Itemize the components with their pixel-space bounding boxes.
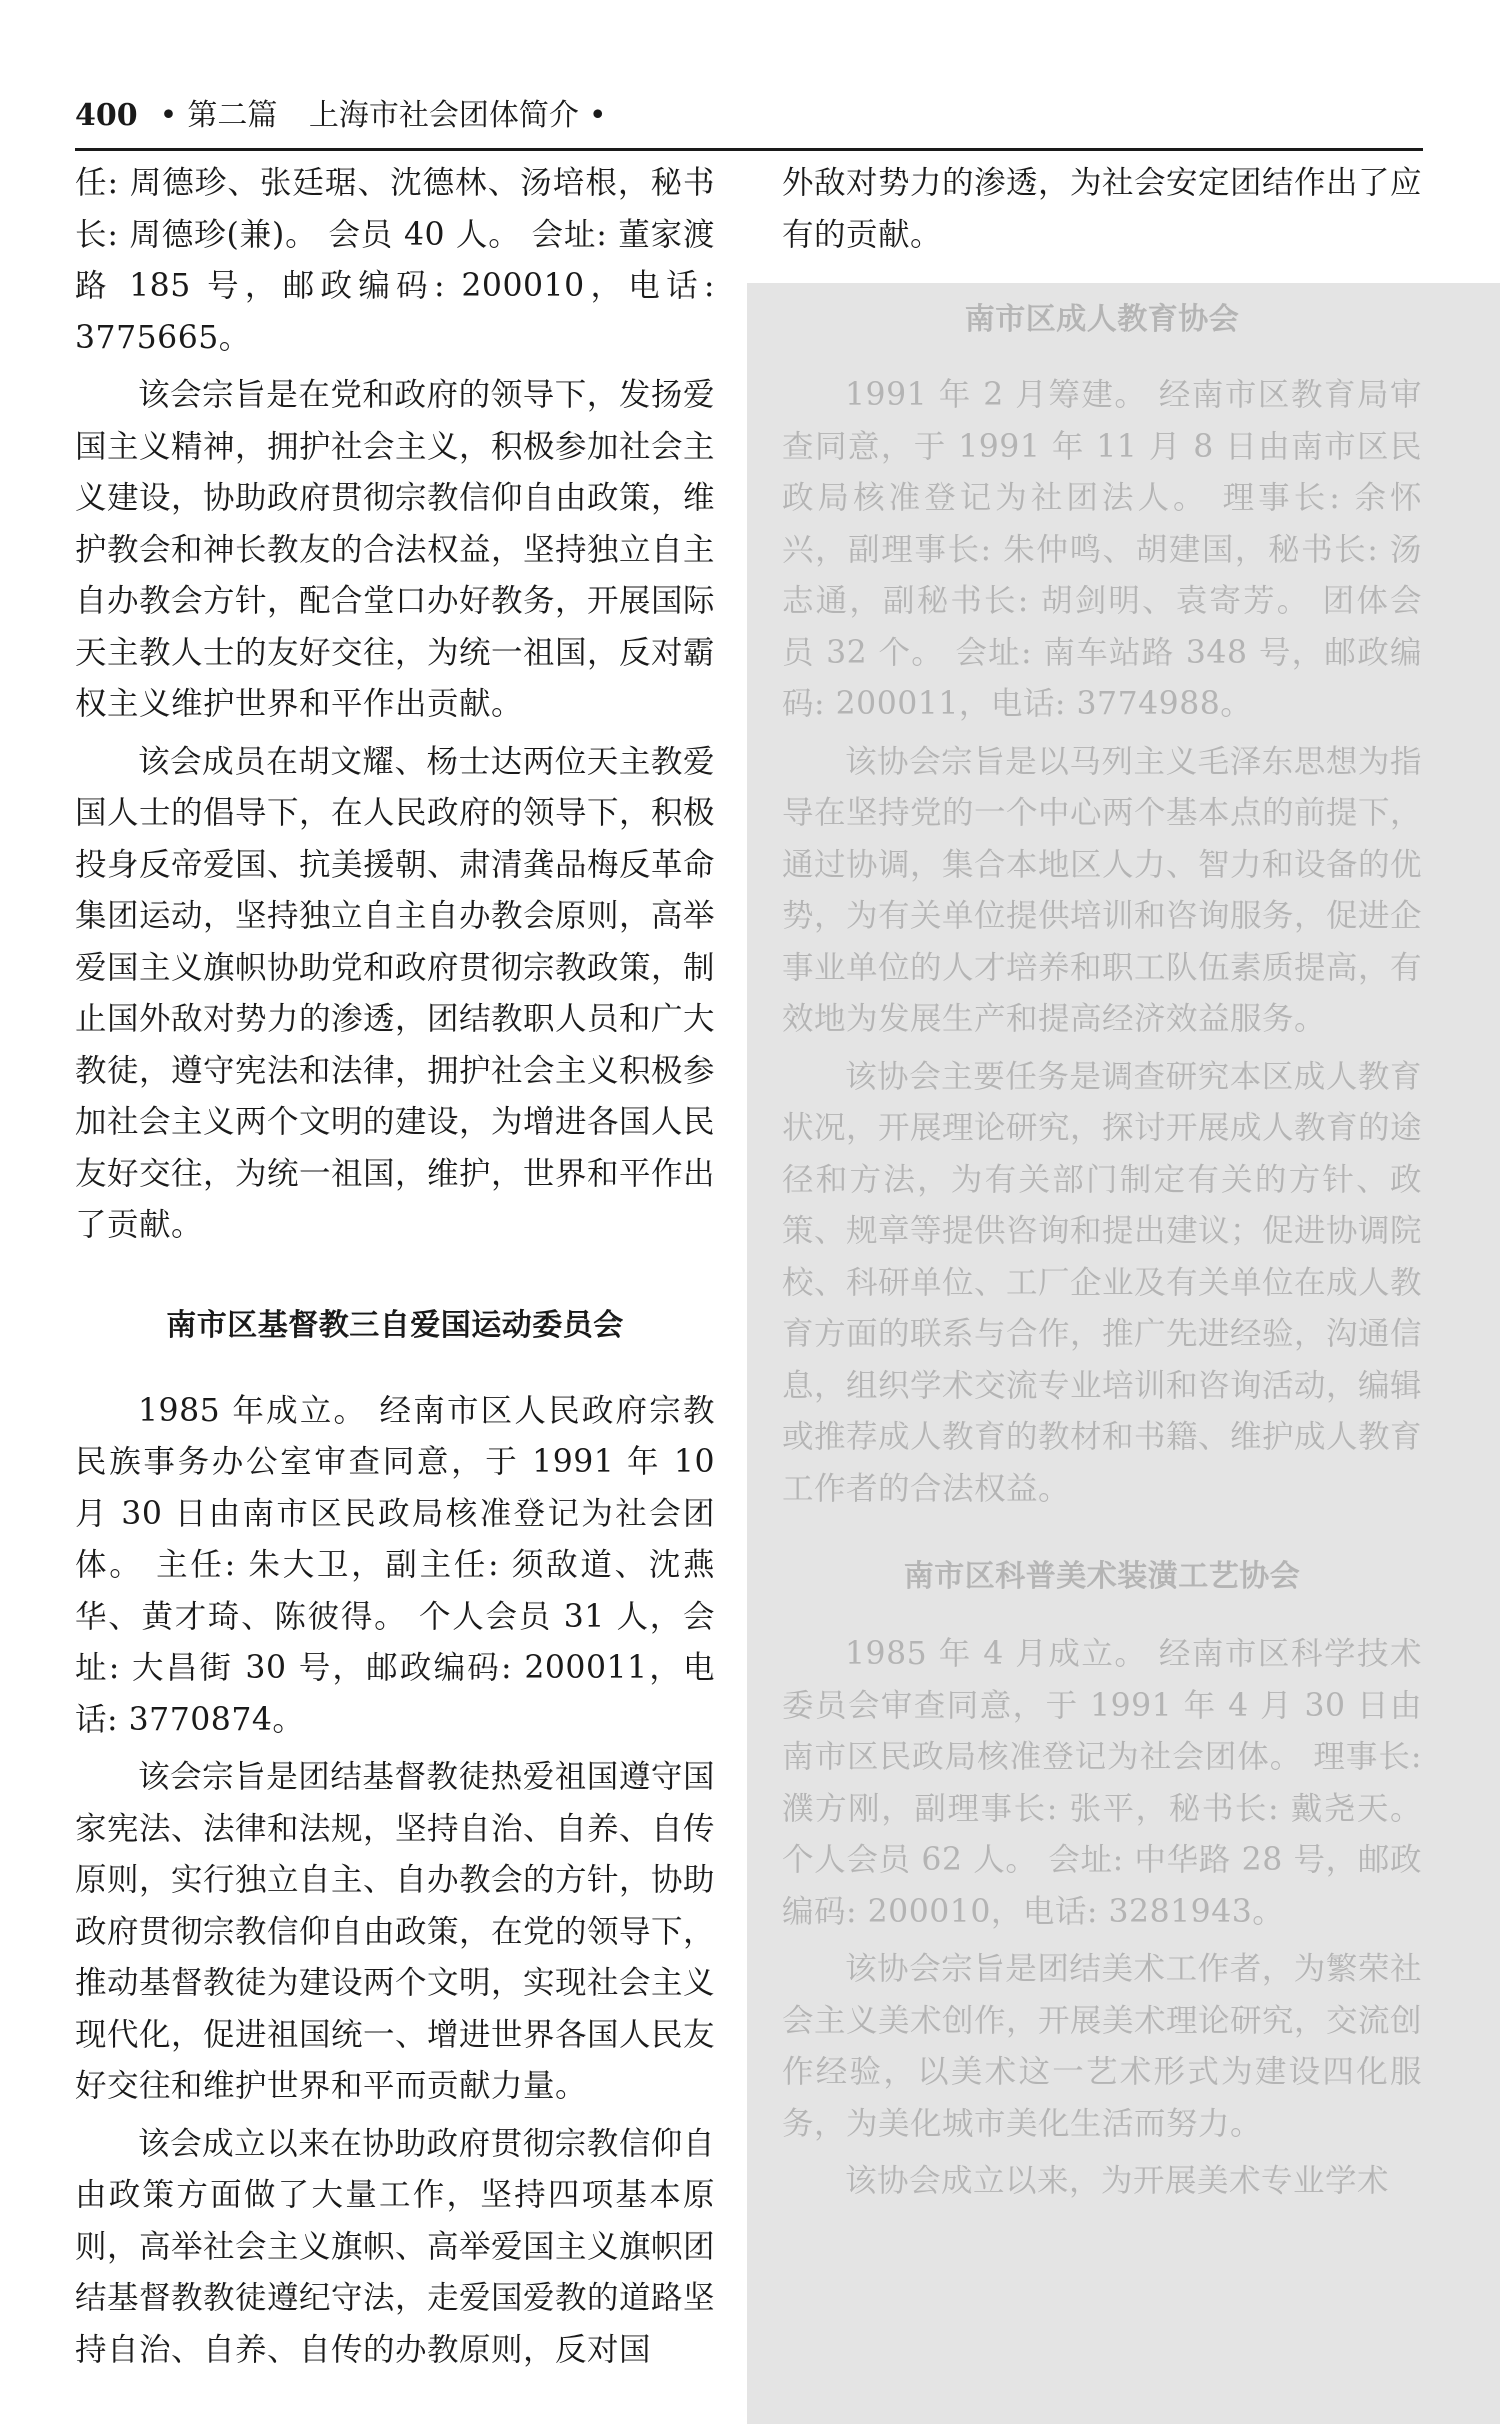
continuation-paragraph: 外敌对势力的渗透，为社会安定团结作出了应有的贡献。 bbox=[782, 165, 1423, 253]
catholic-association-officers: 任: 周德珍、张廷琚、沈德林、汤培根，秘书长: 周德珍(兼)。 会员 40 人。 会址: 董家渡路 185 号，邮政编码: 200010，电话: 3775665。 bbox=[75, 165, 715, 356]
adult-education-intro: 1991 年 2 月筹建。 经南市区教育局审查同意，于 1991 年 11 月 8 日由南市区民政局核准登记为社团法人。 理事长: 余怀兴，副理事长: 朱仲鸣、胡建国，秘书长: 汤志通，副秘书长: 胡剑明、袁寄芳。 团体会员 32 个。 会址: 南车站路 348 号，邮政编码: 200011，电话: 3774988。 bbox=[782, 377, 1422, 722]
right-column bbox=[782, 294, 1422, 2208]
christian-committee-history: 该会成立以来在协助政府贯彻宗教信仰自由政策方面做了大量工作，坚持四项基本原则，高举社会主义旗帜、高举爱国主义旗帜团结基督教教徒遵纪守法，走爱国爱教的道路坚持自治、自养、自传的办教原则，反对国 bbox=[75, 2125, 716, 2368]
christian-committee-intro: 1985 年成立。 经南市区人民政府宗教民族事务办公室审查同意，于 1991 年 10 月 30 日由南市区民政局核准登记为社会团体。 主任: 朱大卫，副主任: 须敌道、沈燕华、黄才琦、陈彼得。 个人会员 31 人，会址: 大昌街 30 号，邮政编码: 200011，电话: 3770874。 bbox=[75, 1392, 715, 1738]
part-label: 第二篇 bbox=[187, 98, 278, 133]
running-header bbox=[75, 96, 1423, 146]
section-title-christian-committee: 南市区基督教三自爱国运动委员会 bbox=[166, 1307, 624, 1343]
section-title-adult-education: 南市区成人教育协会 bbox=[964, 302, 1240, 337]
catholic-association-history: 该会成员在胡文耀、杨士达两位天主教爱国人士的倡导下，在人民政府的领导下，积极投身反帝爱国、抗美援朝、肃清龚品梅反革命集团运动，坚持独立自主自办教会原则，高举爱国主义旗帜协助党和政府贯彻宗教政策，制止国外敌对势力的渗透，团结教职人员和广大教徒，遵守宪法和法律，拥护社会主义积极参加社会主义两个文明的建设，为增进各国人民友好交往，为统一祖国，维护，世界和平作出了贡献。 bbox=[75, 743, 716, 1243]
adult-education-tasks: 该协会主要任务是调查研究本区成人教育状况，开展理论研究，探讨开展成人教育的途径和方法，为有关部门制定有关的方针、政策、规章等提供咨询和提出建议；促进协调院校、科研单位、工厂企业及有关单位在成人教育方面的联系与合作，推广先进经验，沟通信息，组织学术交流专业培训和咨询活动，编辑或推荐成人教育的教材和书籍、维护成人教育工作者的合法权益。 bbox=[782, 1058, 1423, 1507]
right-column-continuation bbox=[782, 158, 1422, 261]
page-number: 400 bbox=[75, 98, 138, 133]
header-rule bbox=[75, 148, 1423, 151]
left-column bbox=[75, 158, 715, 2376]
art-association-purpose: 该协会宗旨是团结美术工作者，为繁荣社会主义美术创作，开展美术理论研究，交流创作经验，以美术这一艺术形式为建设四化服务，为美化城市美化生活而努力。 bbox=[782, 1951, 1423, 2142]
bullet-separator: • bbox=[159, 98, 178, 133]
bullet-separator: • bbox=[588, 98, 607, 133]
art-association-history: 该协会成立以来，为开展美术专业学术 bbox=[845, 2163, 1390, 2199]
christian-committee-purpose: 该会宗旨是团结基督教徒热爱祖国遵守国家宪法、法律和法规，坚持自治、自养、自传原则，实行独立自主、自办教会的方针，协助政府贯彻宗教信仰自由政策，在党的领导下，推动基督教徒为建设两个文明，实现社会主义现代化，促进祖国统一、增进世界各国人民友好交往和维护世界和平而贡献力量。 bbox=[75, 1759, 716, 2104]
art-association-intro: 1985 年 4 月成立。 经南市区科学技术委员会审查同意，于 1991 年 4 月 30 日由南市区民政局核准登记为社会团体。 理事长: 濮方刚，副理事长: 张平，秘书长: 戴尧天。 个人会员 62 人。 会址: 中华路 28 号，邮政编码: 200010，电话: 3281943。 bbox=[782, 1636, 1422, 1930]
adult-education-purpose: 该协会宗旨是以马列主义毛泽东思想为指导在坚持党的一个中心两个基本点的前提下，通过协调，集合本地区人力、智力和设备的优势，为有关单位提供培训和咨询服务，促进企事业单位的人才培养和职工队伍素质提高，有效地为发展生产和提高经济效益服务。 bbox=[782, 743, 1423, 1037]
section-title-art-association: 南市区科普美术装潢工艺协会 bbox=[903, 1559, 1301, 1594]
catholic-association-purpose: 该会宗旨是在党和政府的领导下，发扬爱国主义精神，拥护社会主义，积极参加社会主义建设，协助政府贯彻宗教信仰自由政策，维护教会和神长教友的合法权益，坚持独立自主自办教会方针，配合堂口办好教务，开展国际天主教人士的友好交往，为统一祖国，反对霸权主义维护世界和平作出贡献。 bbox=[75, 377, 716, 722]
book-title: 上海市社会团体简介 bbox=[308, 98, 579, 133]
